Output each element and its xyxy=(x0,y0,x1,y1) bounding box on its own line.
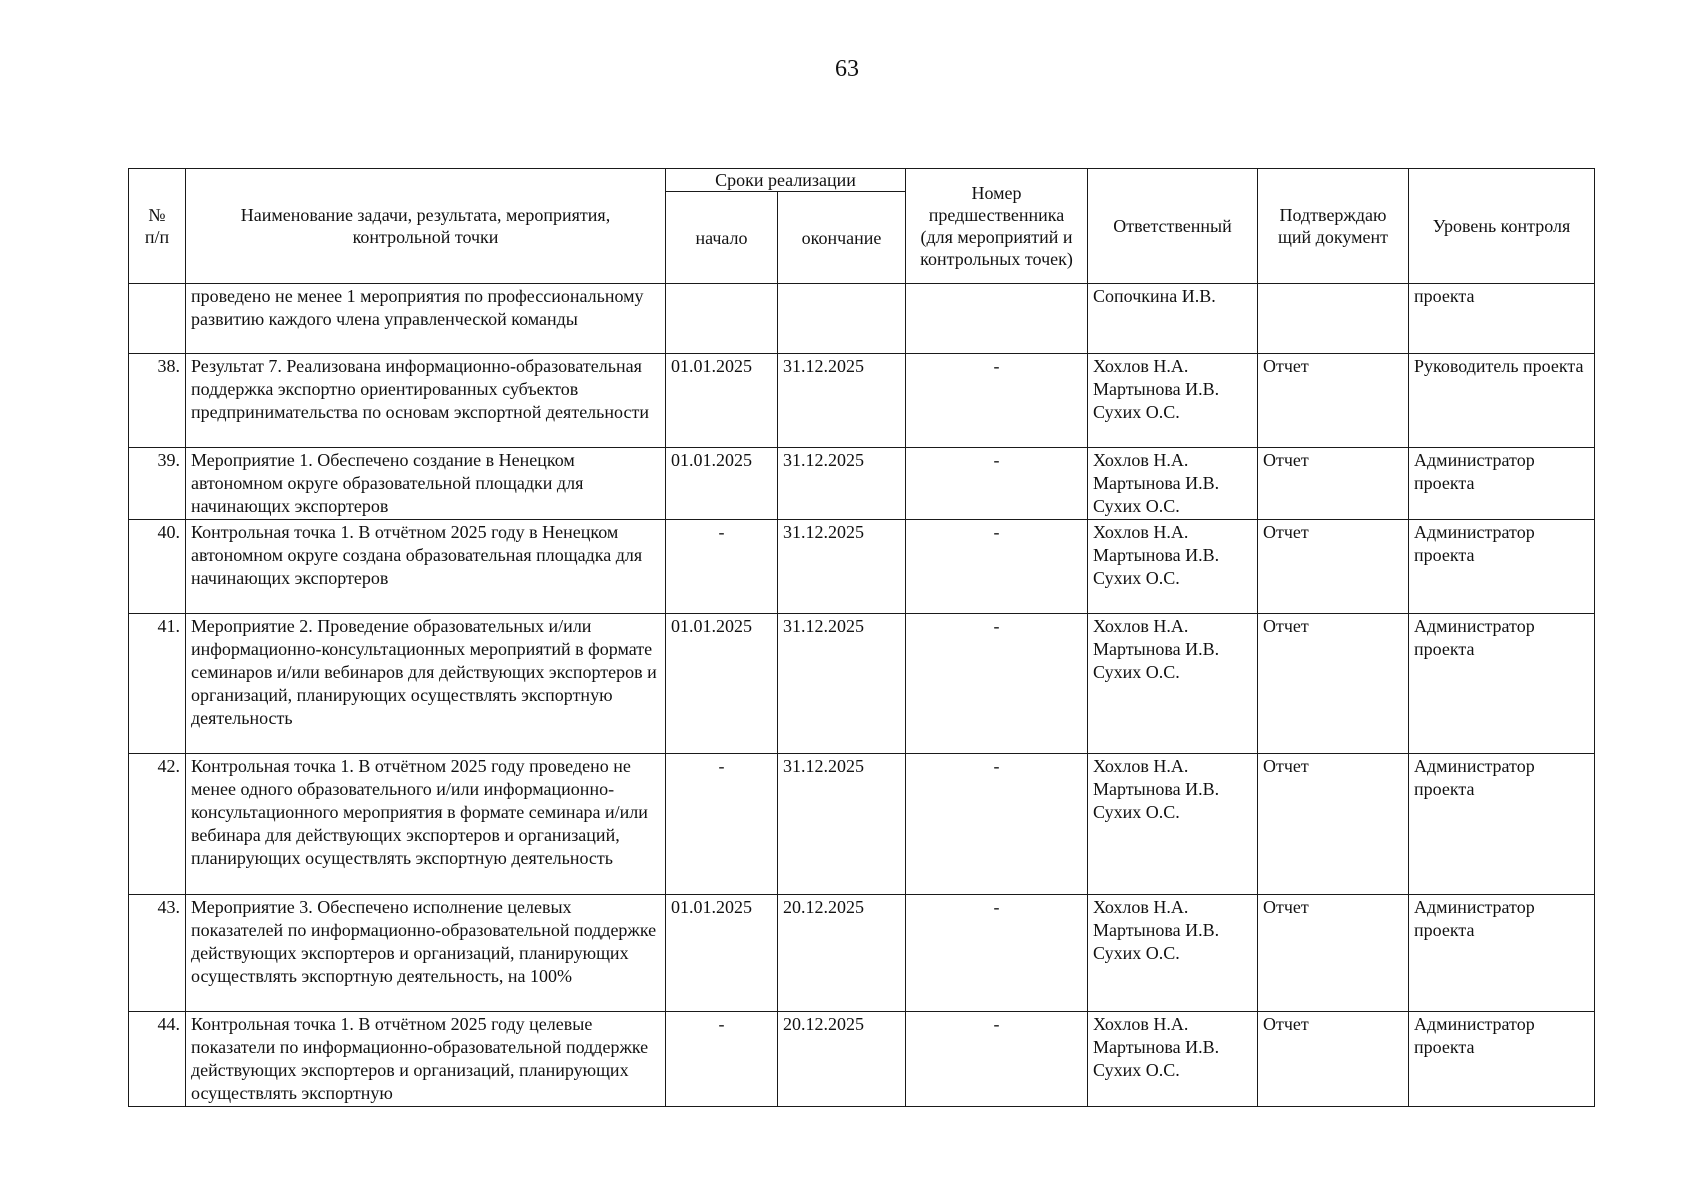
row-predecessor: - xyxy=(906,1012,1088,1107)
header-end: окончание xyxy=(778,192,906,284)
table-row xyxy=(129,614,1595,754)
row-responsible: Сопочкина И.В. xyxy=(1088,284,1258,354)
row-start: 01.01.2025 xyxy=(666,448,778,520)
header-start: начало xyxy=(666,192,778,284)
table-row xyxy=(129,754,1595,895)
header-responsible: Ответственный xyxy=(1088,169,1258,284)
row-document: Отчет xyxy=(1258,354,1409,448)
row-name: Контрольная точка 1. В отчётном 2025 году проведено не менее одного образовательного и/или информационно-консультационного мероприятия в формате семинара и/или вебинара для действующих экспортеров и организаций, планирующих осуществлять экспортную деятельность xyxy=(186,754,666,895)
row-num: 42. xyxy=(129,754,186,895)
row-predecessor: - xyxy=(906,754,1088,895)
row-control: Администратор проекта xyxy=(1409,520,1595,614)
row-document: Отчет xyxy=(1258,895,1409,1012)
row-num: 38. xyxy=(129,354,186,448)
row-predecessor: - xyxy=(906,614,1088,754)
table-row xyxy=(129,354,1595,448)
header-document: Подтверждаю щий документ xyxy=(1258,169,1409,284)
row-responsible: Хохлов Н.А. Мартынова И.В. Сухих О.С. xyxy=(1088,1012,1258,1107)
row-end: 31.12.2025 xyxy=(778,354,906,448)
row-predecessor xyxy=(906,284,1088,354)
row-responsible: Хохлов Н.А. Мартынова И.В. Сухих О.С. xyxy=(1088,754,1258,895)
table-row xyxy=(129,520,1595,614)
row-name: Мероприятие 3. Обеспечено исполнение целевых показателей по информационно-образовательной поддержке действующих экспортеров и организаций, планирующих осуществлять экспортную деятельность, на 100% xyxy=(186,895,666,1012)
row-responsible: Хохлов Н.А. Мартынова И.В. Сухих О.С. xyxy=(1088,614,1258,754)
row-start: - xyxy=(666,754,778,895)
table-row xyxy=(129,284,1595,354)
row-end: 20.12.2025 xyxy=(778,1012,906,1107)
row-control: Администратор проекта xyxy=(1409,895,1595,1012)
row-predecessor: - xyxy=(906,354,1088,448)
row-start: 01.01.2025 xyxy=(666,354,778,448)
row-responsible: Хохлов Н.А. Мартынова И.В. Сухих О.С. xyxy=(1088,895,1258,1012)
row-control: проекта xyxy=(1409,284,1595,354)
row-num: 41. xyxy=(129,614,186,754)
row-name: Контрольная точка 1. В отчётном 2025 году в Ненецком автономном округе создана образовательная площадка для начинающих экспортеров xyxy=(186,520,666,614)
row-document xyxy=(1258,284,1409,354)
table-row xyxy=(129,448,1595,520)
row-end: 31.12.2025 xyxy=(778,520,906,614)
row-num: 39. xyxy=(129,448,186,520)
row-control: Администратор проекта xyxy=(1409,754,1595,895)
header-predecessor: Номер предшественника (для мероприятий и контрольных точек) xyxy=(906,169,1088,284)
row-name: Мероприятие 2. Проведение образовательных и/или информационно-консультационных мероприятий в формате семинаров и/или вебинаров для действующих экспортеров и организаций, планирующих осуществлять экспортную деятельность xyxy=(186,614,666,754)
row-start xyxy=(666,284,778,354)
row-end: 20.12.2025 xyxy=(778,895,906,1012)
page-number: 63 xyxy=(835,56,859,82)
row-end xyxy=(778,284,906,354)
row-document: Отчет xyxy=(1258,448,1409,520)
row-name: Контрольная точка 1. В отчётном 2025 году целевые показатели по информационно-образовательной поддержке действующих экспортеров и организаций, планирующих осуществлять экспортную xyxy=(186,1012,666,1107)
table-body xyxy=(129,284,1595,1107)
row-document: Отчет xyxy=(1258,1012,1409,1107)
row-num: 44. xyxy=(129,1012,186,1107)
row-document: Отчет xyxy=(1258,614,1409,754)
table-header xyxy=(129,169,1595,284)
row-document: Отчет xyxy=(1258,754,1409,895)
row-control: Руководитель проекта xyxy=(1409,354,1595,448)
plan-table xyxy=(128,168,1595,1107)
row-start: 01.01.2025 xyxy=(666,614,778,754)
header-control: Уровень контроля xyxy=(1409,169,1595,284)
row-name: Результат 7. Реализована информационно-образовательная поддержка экспортно ориентированных субъектов предпринимательства по основам экспортной деятельности xyxy=(186,354,666,448)
row-responsible: Хохлов Н.А. Мартынова И.В. Сухих О.С. xyxy=(1088,354,1258,448)
header-name: Наименование задачи, результата, мероприятия, контрольной точки xyxy=(186,169,666,284)
row-responsible: Хохлов Н.А. Мартынова И.В. Сухих О.С. xyxy=(1088,448,1258,520)
header-terms: Сроки реализации xyxy=(666,169,906,192)
row-end: 31.12.2025 xyxy=(778,754,906,895)
row-end: 31.12.2025 xyxy=(778,614,906,754)
row-predecessor: - xyxy=(906,520,1088,614)
row-start: - xyxy=(666,1012,778,1107)
row-name: проведено не менее 1 мероприятия по профессиональному развитию каждого члена управленческой команды xyxy=(186,284,666,354)
row-num: 40. xyxy=(129,520,186,614)
row-num: 43. xyxy=(129,895,186,1012)
table-row xyxy=(129,895,1595,1012)
header-num: № п/п xyxy=(129,169,186,284)
row-predecessor: - xyxy=(906,895,1088,1012)
row-end: 31.12.2025 xyxy=(778,448,906,520)
row-control: Администратор проекта xyxy=(1409,448,1595,520)
row-start: 01.01.2025 xyxy=(666,895,778,1012)
row-predecessor: - xyxy=(906,448,1088,520)
row-name: Мероприятие 1. Обеспечено создание в Ненецком автономном округе образовательной площадки для начинающих экспортеров xyxy=(186,448,666,520)
row-responsible: Хохлов Н.А. Мартынова И.В. Сухих О.С. xyxy=(1088,520,1258,614)
row-control: Администратор проекта xyxy=(1409,1012,1595,1107)
row-num xyxy=(129,284,186,354)
row-document: Отчет xyxy=(1258,520,1409,614)
table-row xyxy=(129,1012,1595,1107)
row-control: Администратор проекта xyxy=(1409,614,1595,754)
row-start: - xyxy=(666,520,778,614)
